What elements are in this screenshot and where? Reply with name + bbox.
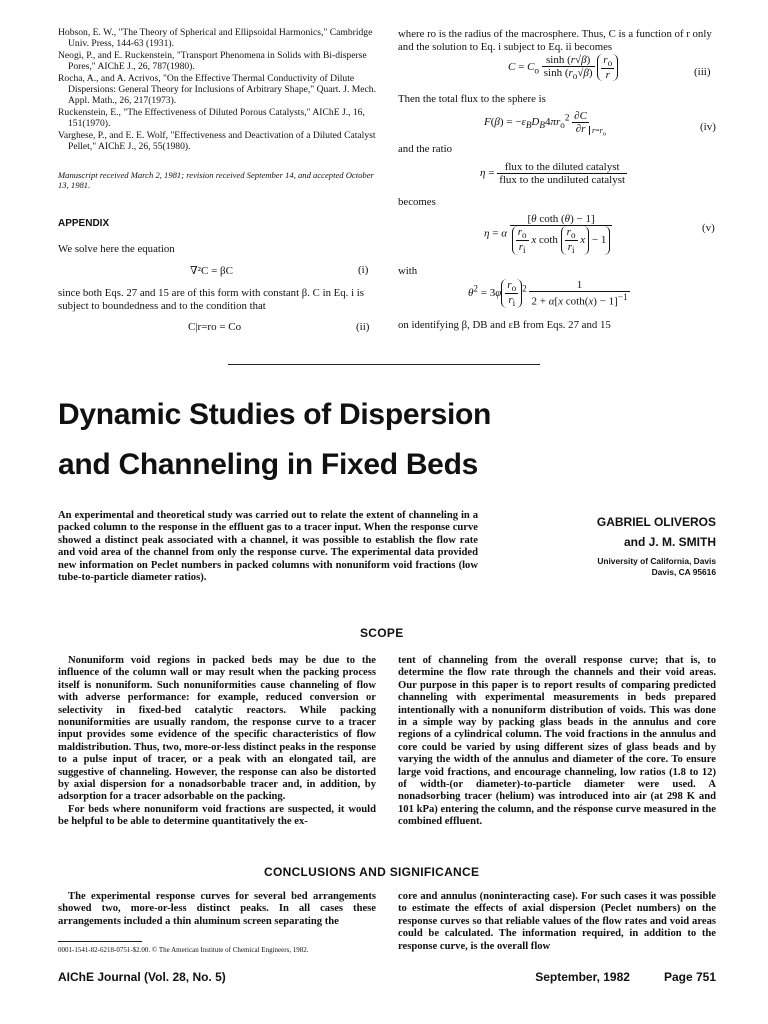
equation-iv: $F(\beta) = -\varepsilon_BD_B4\pi r_o^2$ $\frac{\partial C}{\partial r}$ $_{r=r_o}$: [484, 110, 607, 138]
becomes-text: becomes: [398, 196, 436, 208]
affiliation-line: Davis, CA 95616: [651, 567, 716, 577]
page-number: Page 751: [663, 970, 716, 984]
equation-theta: $\theta^2 = 3\varphi$ $\frac{r_o}{r_i}$ $^2$ $\frac{1}{2 + \alpha[x \cot h(x) - 1]^{-1}}$: [468, 279, 628, 309]
equation-i-number: (i): [358, 264, 369, 276]
abstract: An experimental and theoretical study was carried out to relate the extent of channeling in a packed column to the response in the effluent gas to a tracer input. When the response curve showed a distinct peak associated with a channel, it was possible to establish the flow rate and void area of the channel from only the response curve. The experimental data provided new information on Peclet numbers in packed columns with nonuniform void fractions (low tube-to-particle diameter ratios).: [58, 510, 478, 584]
date-page-footer: [535, 970, 716, 984]
author-name: GABRIEL OLIVEROS: [596, 515, 716, 529]
appendix-intro: We solve here the equation: [58, 243, 175, 255]
section-divider: [228, 364, 540, 365]
issue-date: September, 1982: [535, 970, 630, 984]
appendix-where-text: where ro is the radius of the macrosphere. Thus, C is a function of r only and the solution to Eq. i subject to Eq. ii becomes: [398, 28, 712, 53]
reference-item: Neogi, P., and E. Ruckenstein, "Transport Phenomena in Solids with Bi-disperse Pores," AIChE J., 26, 787(1980).: [58, 49, 367, 73]
affiliation-line: University of California, Davis: [597, 556, 716, 566]
conclusions-paragraph: core and annulus (noninteracting case). For such cases it was possible to estimate the effects of axial dispersion (Peclet numbers) on the response curves so that reliable values of the flow rates and void areas could be calculated. The information required, in addition to the response curve, is the overall flow: [398, 891, 716, 952]
footnote-rule: [58, 941, 142, 942]
author-block: [597, 512, 716, 552]
equation-v-number: (v): [702, 222, 715, 234]
manuscript-note: Manuscript received March 2, 1981; revision received September 14, and accepted October 13, 1981.: [58, 170, 374, 191]
reference-item: Hobson, E. W., "The Theory of Spherical and Ellipsoidal Harmonics," Cambridge Univ. Press, 144-63 (1931).: [58, 27, 373, 50]
scope-paragraph: Nonuniform void regions in packed beds may be due to the influence of the column wall or may result when the packing process itself is nonuniform. Such nonuniformities cause channeling of flow with adverse performance: for example, reduced conversion or selectivity in fixed-bed catalytic reactors. While packing nonuniformities are usually random, the response curve to a tracer input provides some evidence of the specific characteristics of flow maldistribution. Thus, two, more-or-less distinct peaks in the response to a pulse input of tracer, or a peak with an elongated tail, are suggestive of channeling. However, the response can also be distorted by axial dispersion for a nonadsorbable tracer and, in addition, by adsorption for a tracer adsorbable on the packing.: [58, 655, 376, 803]
conclusions-column-left: [58, 891, 376, 928]
scope-column-right: [398, 655, 716, 829]
equation-i: ∇²C = βC: [190, 265, 233, 277]
reference-item: Varghese, P., and E. E. Wolf, "Effectiveness and Deactivation of a Diluted Catalyst Pellet," AIChE J., 26, 55(1980).: [58, 129, 376, 153]
author-name: and J. M. SMITH: [623, 535, 716, 549]
conclusions-heading: CONCLUSIONS AND SIGNIFICANCE: [264, 865, 480, 879]
conclusions-paragraph: The experimental response curves for several bed arrangements showed two, more-or-less distinct peaks. In all cases these arrangements included a thin aluminum screen separating the: [58, 891, 376, 927]
article-title-line-2: and Channeling in Fixed Beds: [58, 448, 478, 481]
with-text: with: [398, 265, 418, 277]
equation-iv-number: (iv): [700, 121, 716, 133]
reference-item: Rocha, A., and A. Acrivos, "On the Effective Thermal Conductivity of Dilute Dispersions: General Theory for Inclusions of Arbitrary Shape," Quart. J. Mech. Appl. Math., 26, 217(1973).: [58, 72, 377, 107]
appendix-since-text: since both Eqs. 27 and 15 are of this form with constant β. C in Eq. i is subject to boundedness and to the condition that: [58, 287, 364, 312]
reference-list: [58, 27, 378, 152]
scope-paragraph: tent of channeling from the overall response curve; that is, to determine the flow rate through the channels and their void areas. Our purpose in this paper is to report results of comparing predicted channeling with experimental measurements in beds prepared intentionally with a nonuniform distribution of voids. This was done in a simple way by packing glass beads in the annulus and core regions of a cylindrical column. The void fractions in the annulus and core could be varied by using different sizes of glass beads and by varying the width of the annulus and diameter of the core. To ensure large void fractions, and encourage channeling, low ratios (1.8 to 12) of width-(or diameter)-to-particle diameter were used. A nonadsorbing tracer (helium) was introduced into air (at 298 K and 101 kPa) entering the column, and the résponse curve measured in the combined effluent.: [398, 655, 716, 828]
scope-column-left: [58, 655, 376, 829]
journal-footer: AIChE Journal (Vol. 28, No. 5): [58, 970, 226, 984]
copyright-line: 0001-1541-82-6218-0751-$2.00. © The American Institute of Chemical Engineers, 1982.: [58, 946, 309, 954]
equation-ii: C|r=ro = Co: [188, 321, 242, 333]
ratio-denominator: flux to the undiluted catalyst: [499, 174, 626, 186]
ratio-numerator: flux to the diluted catalyst: [497, 161, 627, 174]
affiliation: [597, 556, 716, 578]
total-flux-text: Then the total flux to the sphere is: [398, 93, 546, 105]
equation-iii-number: (iii): [694, 66, 711, 78]
conclusions-column-right: [398, 891, 716, 953]
appendix-heading: APPENDIX: [58, 218, 110, 229]
ratio-text: and the ratio: [398, 143, 452, 155]
reference-item: Ruckenstein, E., "The Effectiveness of Diluted Porous Catalysts," AIChE J., 16, 151(1970).: [58, 106, 365, 130]
equation-ratio: η = $\frac{\text{flux to the diluted catalyst}}{\text{flux to the undiluted catalyst}}$: [480, 161, 626, 186]
scope-heading: SCOPE: [360, 626, 404, 640]
scope-paragraph: For beds where nonuniform void fractions are suspected, it would be helpful to be able to determine quantitatively the ex-: [58, 803, 376, 828]
article-title-line-1: Dynamic Studies of Dispersion: [58, 398, 492, 431]
equation-v: η = α [θ coth (θ) − 1] $\frac{r_o}{r_i}$ x coth $\frac{r_o}{r_i}$ x − 1: [484, 213, 612, 255]
equation-ii-number: (ii): [356, 321, 370, 333]
article-title: [58, 390, 698, 490]
equation-iii: $C = C_o$ $\frac{\sinh (r√\beta)}{\sinh (r_o√\beta)}$ $\frac{r_o}{r}$: [508, 54, 618, 81]
identify-text: on identifying β, DB and εB from Eqs. 27 and 15: [398, 319, 611, 331]
